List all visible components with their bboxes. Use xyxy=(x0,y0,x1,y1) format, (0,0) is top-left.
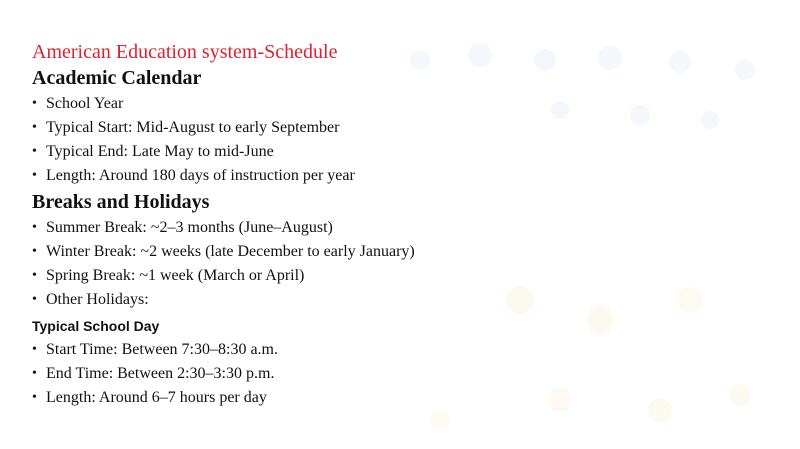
list-item: • Typical End: Late May to mid-June xyxy=(32,140,772,164)
bullet-icon: • xyxy=(32,342,37,357)
list-item: • Summer Break: ~2–3 months (June–August) xyxy=(32,216,772,240)
typical-school-day-list xyxy=(32,338,772,410)
bullet-icon: • xyxy=(32,292,37,307)
bullet-icon: • xyxy=(32,168,37,183)
bullet-icon: • xyxy=(32,144,37,159)
bullet-icon: • xyxy=(32,120,37,135)
breaks-and-holidays-list xyxy=(32,216,772,312)
list-item: • Other Holidays: xyxy=(32,288,772,312)
slide-content xyxy=(32,40,772,410)
list-item: • Typical Start: Mid-August to early September xyxy=(32,116,772,140)
list-item: • School Year xyxy=(32,92,772,116)
list-item: • Length: Around 180 days of instruction per year xyxy=(32,164,772,188)
bullet-icon: • xyxy=(32,220,37,235)
bullet-icon: • xyxy=(32,244,37,259)
list-item: • Length: Around 6–7 hours per day xyxy=(32,386,772,410)
bullet-icon: • xyxy=(32,390,37,405)
section-heading-typical-school-day: Typical School Day xyxy=(32,318,160,334)
bullet-icon: • xyxy=(32,96,37,111)
list-item: • Start Time: Between 7:30–8:30 a.m. xyxy=(32,338,772,362)
list-item: • Spring Break: ~1 week (March or April) xyxy=(32,264,772,288)
list-item: • End Time: Between 2:30–3:30 p.m. xyxy=(32,362,772,386)
academic-calendar-list xyxy=(32,92,772,188)
section-heading-breaks-and-holidays: Breaks and Holidays xyxy=(32,191,210,213)
section-heading-academic-calendar: Academic Calendar xyxy=(32,67,202,89)
slide-title: American Education system-Schedule xyxy=(32,41,338,63)
list-item: • Winter Break: ~2 weeks (late December to early January) xyxy=(32,240,772,264)
bullet-icon: • xyxy=(32,366,37,381)
bullet-icon: • xyxy=(32,268,37,283)
